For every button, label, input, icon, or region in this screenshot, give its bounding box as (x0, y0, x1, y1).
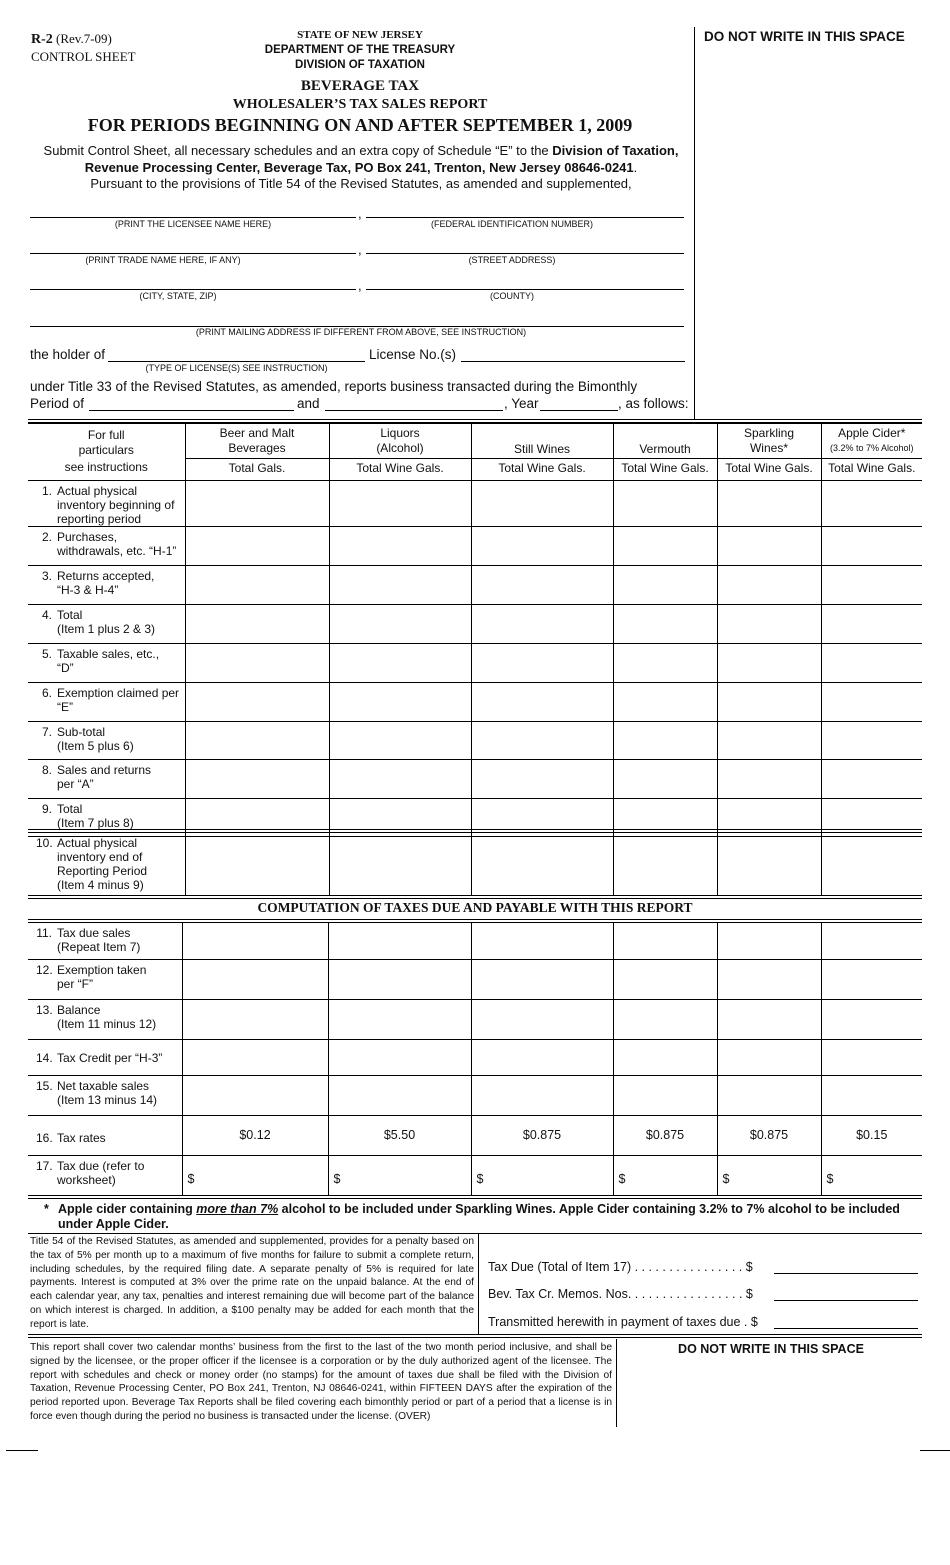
entry-cell[interactable] (471, 923, 613, 959)
license-type-field[interactable] (108, 361, 365, 362)
mailing-address-caption: (PRINT MAILING ADDRESS IF DIFFERENT FROM ABOVE, SEE INSTRUCTION) (195, 327, 527, 337)
entry-cell[interactable] (471, 1075, 613, 1115)
table-row (28, 604, 922, 643)
entry-cell[interactable] (717, 565, 821, 604)
column-units: Total Wine Gals. (717, 458, 821, 480)
entry-cell[interactable] (613, 480, 717, 526)
row-label: 11. Tax due sales (Repeat Item 7) (28, 923, 182, 959)
entry-cell[interactable] (717, 923, 821, 959)
entry-cell[interactable] (471, 526, 613, 565)
row-label: 5. Taxable sales, etc., “D” (28, 643, 185, 682)
tax-due-cell[interactable]: $ (328, 1155, 471, 1195)
entry-cell[interactable] (328, 923, 471, 959)
entry-cell[interactable] (821, 923, 922, 959)
form-revision: (Rev.7-09) (56, 31, 112, 46)
fold-mark-right (920, 1450, 950, 1451)
entry-cell[interactable] (182, 1075, 328, 1115)
state-name: STATE OF NEW JERSEY (297, 29, 423, 41)
tax-due-cell[interactable]: $ (717, 1155, 821, 1195)
tax-rate-vermouth: $0.875 (613, 1115, 717, 1155)
entry-cell[interactable] (821, 565, 922, 604)
trade-name-field[interactable] (30, 253, 356, 254)
entry-cell[interactable] (182, 1039, 328, 1075)
column-header: Apple Cider* (3.2% to 7% Alcohol) (821, 424, 922, 459)
tax-rate-liquors: $5.50 (328, 1115, 471, 1155)
tax-rate-still-wines: $0.875 (471, 1115, 613, 1155)
particulars-header: For full particulars (28, 424, 185, 459)
entry-cell[interactable] (821, 526, 922, 565)
entry-cell[interactable] (185, 480, 329, 526)
column-header: Still Wines (471, 424, 613, 459)
tax-rate-sparkling: $0.875 (717, 1115, 821, 1155)
city-state-zip-field[interactable] (30, 289, 356, 290)
tax-due-cell[interactable]: $ (821, 1155, 922, 1195)
entry-cell[interactable] (613, 604, 717, 643)
table-row (28, 999, 922, 1039)
payment-summary (478, 1234, 922, 1334)
inventory-table (28, 423, 922, 837)
year-field[interactable] (540, 410, 618, 411)
submission-instructions: Submit Control Sheet, all necessary schedules and an extra copy of Schedule “E” to the Division of Taxation, Revenue Processing Center, Beverage Tax, PO Box 241, Trenton, New Jersey 08646-0241. Pursuant to the provisions of Title 54 of the Revised Statutes, as amended and supplemented, (43, 143, 679, 191)
entry-cell[interactable] (613, 565, 717, 604)
entry-cell[interactable] (613, 1075, 717, 1115)
row-label: 9. Total (Item 7 plus 8) (28, 798, 185, 836)
agency-block (200, 28, 520, 73)
entry-cell[interactable] (182, 959, 328, 999)
period-and-label: and (297, 396, 320, 411)
summary-bottom-rule (28, 1334, 922, 1338)
particulars-subheader: see instructions (28, 458, 185, 480)
entry-cell[interactable] (185, 604, 329, 643)
computation-title: COMPUTATION OF TAXES DUE AND PAYABLE WITH THIS REPORT (257, 900, 693, 915)
filing-instructions: This report shall cover two calendar months’ business from the first to the last of the two month period inclusive, and shall be signed by the licensee, or the proper officer if the licensee is a corporation or by the duly authorized agent of the licensee. The report with schedules and check or money order (no stamps) for the amount of taxes due shall be filed with the Division of Taxation, Revenue Processing Center, PO Box 241, Trenton, NJ 08646-0241, within FIFTEEN DAYS after the expiration of the period reported upon. Beverage Tax Reports shall be filed covering each bimonthly period or part of a period that a license is in force even though during the period no business is transacted under the license. (OVER) (30, 1342, 612, 1422)
entry-cell[interactable] (328, 959, 471, 999)
column-header: Liquors (Alcohol) (329, 424, 471, 459)
entry-cell[interactable] (613, 721, 717, 759)
row-label: 8. Sales and returns per “A” (28, 759, 185, 798)
table-row (28, 721, 922, 759)
entry-cell[interactable] (613, 682, 717, 721)
table-row (28, 643, 922, 682)
licensee-name-field[interactable] (30, 217, 356, 218)
table-row (28, 759, 922, 798)
bimonthly-statement: under Title 33 of the Revised Statutes, as amended, reports business transacted during the Bimonthly (30, 379, 638, 394)
column-header: Sparkling Wines* (717, 424, 821, 459)
column-header: Beer and Malt Beverages (185, 424, 329, 459)
table-row (28, 1039, 922, 1075)
column-units: Total Wine Gals. (329, 458, 471, 480)
column-units: Total Wine Gals. (821, 458, 922, 480)
computation-top-rule (28, 895, 922, 899)
entry-cell[interactable] (821, 682, 922, 721)
license-type-caption: (TYPE OF LICENSE(S) SEE INSTRUCTION) (145, 363, 328, 373)
entry-cell[interactable] (613, 923, 717, 959)
entry-cell[interactable] (329, 643, 471, 682)
entry-cell[interactable] (821, 759, 922, 798)
row-label: 1. Actual physical inventory beginning of reporting period (28, 480, 185, 526)
entry-cell[interactable] (185, 565, 329, 604)
table-row (28, 480, 922, 526)
period-end-field[interactable] (325, 410, 503, 411)
table-row (28, 923, 922, 959)
year-label: , Year (504, 396, 539, 411)
entry-cell[interactable] (613, 759, 717, 798)
entry-cell[interactable] (182, 923, 328, 959)
tax-due-cell[interactable]: $ (182, 1155, 328, 1195)
entry-cell[interactable] (471, 833, 613, 895)
entry-cell[interactable] (182, 999, 328, 1039)
entry-cell[interactable] (613, 526, 717, 565)
entry-cell[interactable] (185, 721, 329, 759)
entry-cell[interactable] (329, 759, 471, 798)
entry-cell[interactable] (329, 480, 471, 526)
entry-cell[interactable] (328, 1075, 471, 1115)
entry-cell[interactable] (717, 721, 821, 759)
entry-cell[interactable] (821, 643, 922, 682)
tax-due-cell[interactable]: $ (471, 1155, 613, 1195)
entry-cell[interactable] (471, 759, 613, 798)
row-label: 16. Tax rates (28, 1115, 182, 1155)
entry-cell[interactable] (329, 721, 471, 759)
ending-inventory-table (28, 833, 922, 895)
entry-cell[interactable] (613, 833, 717, 895)
entry-cell[interactable] (471, 959, 613, 999)
entry-cell[interactable] (717, 480, 821, 526)
license-number-label: License No.(s) (369, 347, 457, 362)
entry-cell[interactable] (821, 959, 922, 999)
period-title: FOR PERIODS BEGINNING ON AND AFTER SEPTEMBER 1, 2009 (87, 115, 633, 135)
entry-cell[interactable] (821, 999, 922, 1039)
entry-cell[interactable] (717, 643, 821, 682)
tax-rate-beer: $0.12 (182, 1115, 328, 1155)
entry-cell[interactable] (717, 604, 821, 643)
row-label: 15. Net taxable sales (Item 13 minus 14) (28, 1075, 182, 1115)
entry-cell[interactable] (821, 480, 922, 526)
entry-cell[interactable] (329, 565, 471, 604)
statute-line: Pursuant to the provisions of Title 54 of the Revised Statutes, as amended and supplemented, (90, 176, 632, 191)
license-number-field[interactable] (461, 361, 685, 362)
entry-cell[interactable] (471, 721, 613, 759)
entry-cell[interactable] (329, 526, 471, 565)
column-units: Total Gals. (185, 458, 329, 480)
submission-address: Division of Taxation, Revenue Processing Center, Beverage Tax, PO Box 241, Trenton, New Jersey 08646-0241 (84, 143, 679, 175)
sheet-name: CONTROL SHEET (31, 49, 136, 64)
period-start-field[interactable] (89, 410, 294, 411)
entry-cell[interactable] (717, 682, 821, 721)
entry-cell[interactable] (471, 1039, 613, 1075)
licensee-name-caption: (PRINT THE LICENSEE NAME HERE) (114, 219, 272, 229)
payment-transmitted-label: Transmitted herewith in payment of taxes due . $ (488, 1315, 758, 1329)
entry-cell[interactable] (471, 604, 613, 643)
reserved-space-divider (694, 27, 695, 419)
street-address-field[interactable] (366, 253, 684, 254)
table-row (28, 959, 922, 999)
row-label: 4. Total (Item 1 plus 2 & 3) (28, 604, 185, 643)
entry-cell[interactable] (471, 643, 613, 682)
row-label: 13. Balance (Item 11 minus 12) (28, 999, 182, 1039)
entry-cell[interactable] (821, 604, 922, 643)
tax-title: BEVERAGE TAX (300, 78, 420, 94)
entry-cell[interactable] (471, 682, 613, 721)
fein-caption: (FEDERAL IDENTIFICATION NUMBER) (430, 219, 593, 229)
row-label: 12. Exemption taken per “F” (28, 959, 182, 999)
penalty-statement: Title 54 of the Revised Statutes, as amended and supplemented, provides for a penalty based on the tax of 5% per month up to a maximum of five months for failure to submit a complete return, including schedules, by the required filing date. A separate penalty of 5% is required for late payments. Interest is computed at 3% over the prime rate on the unpaid balance. At the end of each calendar year, any tax, penalties and interest remaining due will become part of the balance on which interest is charged. In addition, a $100 penalty may be added for each month that the report is late. (30, 1236, 474, 1330)
row-label: 3. Returns accepted, “H-3 & H-4” (28, 565, 185, 604)
as-follows-label: , as follows: (618, 396, 689, 411)
entry-cell[interactable] (471, 999, 613, 1039)
do-not-write-top: DO NOT WRITE IN THIS SPACE (704, 29, 905, 44)
entry-cell[interactable] (821, 833, 922, 895)
entry-cell[interactable] (821, 721, 922, 759)
entry-cell[interactable] (613, 1039, 717, 1075)
reserved-space-divider-bottom (616, 1339, 617, 1427)
entry-cell[interactable] (717, 759, 821, 798)
table-row (28, 1075, 922, 1115)
fein-field[interactable] (366, 217, 684, 218)
entry-cell[interactable] (471, 565, 613, 604)
entry-cell[interactable] (821, 1075, 922, 1115)
column-units: Total Wine Gals. (613, 458, 717, 480)
entry-cell[interactable] (717, 959, 821, 999)
do-not-write-bottom: DO NOT WRITE IN THIS SPACE (678, 1342, 864, 1356)
entry-cell[interactable] (185, 643, 329, 682)
row-label: 10. Actual physical inventory end of Reporting Period (Item 4 minus 9) (28, 833, 185, 895)
form-number: R-2 (31, 32, 53, 47)
entry-cell[interactable] (717, 1039, 821, 1075)
tax-due-total-field[interactable] (774, 1273, 918, 1274)
row-label: 6. Exemption claimed per “E” (28, 682, 185, 721)
entry-cell[interactable] (329, 833, 471, 895)
row-label: 17. Tax due (refer to worksheet) (28, 1155, 182, 1195)
table-row (28, 565, 922, 604)
form-identifier (31, 30, 136, 65)
table-row (28, 526, 922, 565)
entry-cell[interactable] (471, 480, 613, 526)
fold-mark-left (6, 1450, 38, 1451)
street-address-caption: (STREET ADDRESS) (468, 255, 556, 265)
apple-cider-note: * Apple cider containing more than 7% alcohol to be included under Sparkling Wines. Apple Cider containing 3.2% to 7% alcohol to be included under Apple Cider. (44, 1202, 900, 1231)
entry-cell[interactable] (717, 833, 821, 895)
row-label: 7. Sub-total (Item 5 plus 6) (28, 721, 185, 759)
row-label: 2. Purchases, withdrawals, etc. “H-1” (28, 526, 185, 565)
computation-bottom-rule (28, 1195, 922, 1199)
entry-cell[interactable] (328, 1039, 471, 1075)
county-caption: (COUNTY) (490, 291, 534, 301)
entry-cell[interactable] (717, 526, 821, 565)
entry-cell[interactable] (185, 759, 329, 798)
entry-cell[interactable] (717, 1075, 821, 1115)
entry-cell[interactable] (328, 999, 471, 1039)
table-row (28, 833, 922, 895)
entry-cell[interactable] (185, 833, 329, 895)
entry-cell[interactable] (613, 643, 717, 682)
tax-credit-memos-label: Bev. Tax Cr. Memos. Nos. . . . . . . . . . . . . . . . . $ (488, 1287, 753, 1301)
entry-cell[interactable] (185, 682, 329, 721)
computation-table (28, 923, 922, 1195)
entry-cell[interactable] (717, 999, 821, 1039)
holder-of-label: the holder of (30, 347, 106, 362)
division-name: DIVISION OF TAXATION (295, 59, 425, 71)
department-name: DEPARTMENT OF THE TREASURY (264, 44, 456, 56)
payment-transmitted-field[interactable] (774, 1328, 918, 1329)
entry-cell[interactable] (613, 999, 717, 1039)
tax-due-cell[interactable]: $ (613, 1155, 717, 1195)
county-field[interactable] (366, 289, 684, 290)
entry-cell[interactable] (329, 682, 471, 721)
city-state-zip-caption: (CITY, STATE, ZIP) (139, 291, 217, 301)
tax-credit-memos-field[interactable] (774, 1300, 918, 1301)
trade-name-caption: (PRINT TRADE NAME HERE, IF ANY) (85, 255, 241, 265)
table-row (28, 1115, 922, 1155)
tax-due-total-label: Tax Due (Total of Item 17) . . . . . . . . . . . . . . . . $ (488, 1260, 753, 1274)
table-row (28, 1155, 922, 1195)
tax-rate-cider: $0.15 (821, 1115, 922, 1155)
entry-cell[interactable] (821, 1039, 922, 1075)
table-row (28, 682, 922, 721)
period-of-label: Period of (30, 396, 85, 411)
entry-cell[interactable] (185, 526, 329, 565)
column-header: Vermouth (613, 424, 717, 459)
entry-cell[interactable] (613, 959, 717, 999)
row-label: 14. Tax Credit per “H-3” (28, 1039, 182, 1075)
column-units: Total Wine Gals. (471, 458, 613, 480)
report-title: WHOLESALER’S TAX SALES REPORT (232, 97, 488, 112)
entry-cell[interactable] (329, 604, 471, 643)
